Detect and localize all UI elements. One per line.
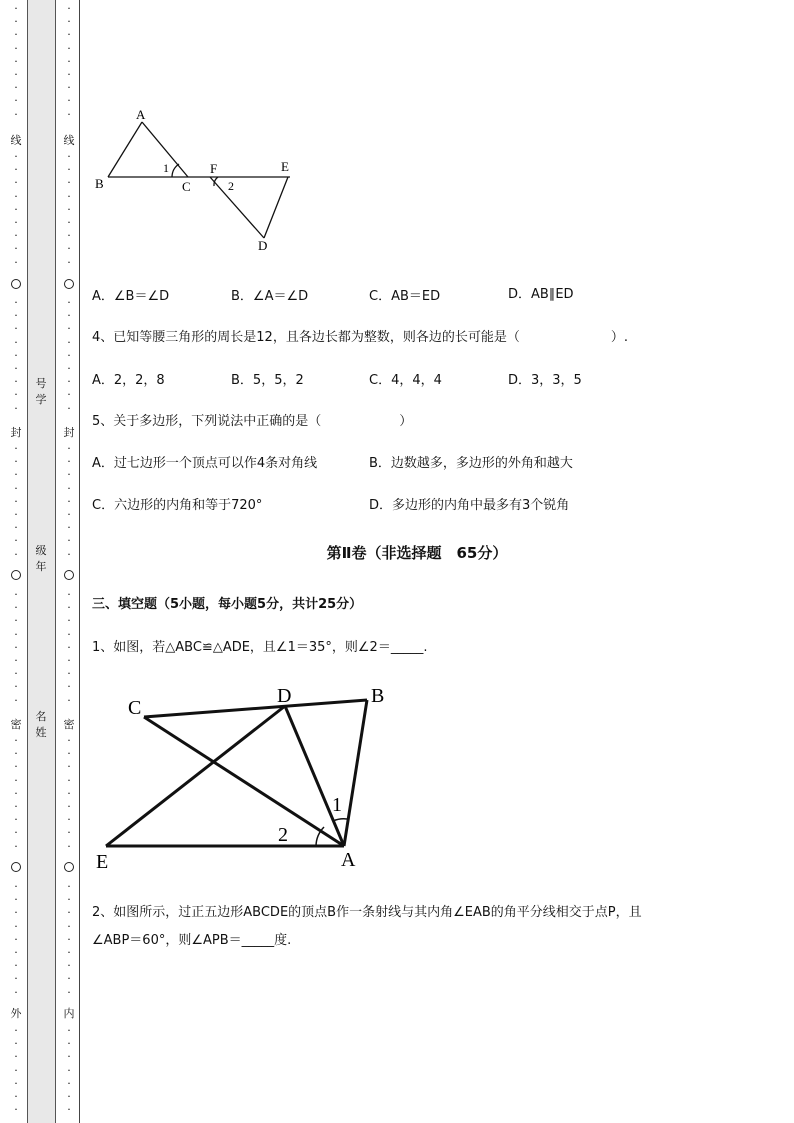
- q3-option-a: A．∠B＝∠D: [92, 289, 170, 304]
- inner-dots-4: · · · · · · · · ·: [67, 442, 71, 561]
- q3-option-c: C．AB＝ED: [369, 289, 441, 304]
- inner-dots-5: · · · · · · · · ·: [67, 588, 71, 707]
- q4-option-d: D．3，3，5: [508, 373, 582, 388]
- label-name: 名 姓: [35, 710, 47, 739]
- outer-circle: [11, 570, 21, 580]
- fig2-label-c: C: [128, 697, 142, 719]
- fig1-label-f: F: [210, 161, 218, 176]
- fig2-angle-2: 2: [278, 824, 288, 846]
- fq2-line2: ∠ABP＝60°，则∠APB＝_____度.: [92, 933, 292, 948]
- inner-dots-1: · · · · · · · · ·: [67, 2, 71, 121]
- q5-option-b: B．边数越多，多边形的外角和越大: [369, 456, 573, 471]
- outer-char-mi: 密: [10, 718, 22, 731]
- q3-option-d: D．AB∥ED: [508, 287, 574, 302]
- inner-dots-2: · · · · · · · · ·: [67, 150, 71, 269]
- fig1-angle-1: 1: [163, 161, 169, 175]
- q5-option-a: A．过七边形一个顶点可以作4条对角线: [92, 456, 318, 471]
- q5-stem: 5、关于多边形，下列说法中正确的是（ ）: [92, 414, 413, 429]
- fig1-label-c: C: [182, 179, 191, 194]
- label-student-id: 号 学: [35, 377, 47, 406]
- outer-dots-1: · · · · · · · · ·: [14, 2, 18, 121]
- outer-dots-3: · · · · · · · · ·: [14, 296, 18, 415]
- fig2-label-a: A: [341, 849, 356, 871]
- inner-char-mi: 密: [63, 718, 75, 731]
- fig2-label-e: E: [96, 851, 109, 873]
- inner-char-nei: 内: [63, 1007, 75, 1020]
- figure-congruent-triangles: [92, 680, 402, 875]
- fig1-angle-2: 2: [228, 179, 234, 193]
- inner-dots-3: · · · · · · · · ·: [67, 296, 71, 415]
- q4-option-b: B．5，5，2: [231, 373, 304, 388]
- outer-char-wai: 外: [10, 1007, 22, 1020]
- inner-char-feng: 封: [63, 426, 75, 439]
- figure-triangles-abc-def: [90, 100, 310, 260]
- outer-dots-2: · · · · · · · · ·: [14, 150, 18, 269]
- section3-title: 三、填空题（5小题，每小题5分，共计25分）: [92, 597, 363, 612]
- outer-dots-8: · · · · · · ·: [14, 1024, 18, 1117]
- fq2-line1: 2、如图所示，过正五边形ABCDE的顶点B作一条射线与其内角∠EAB的角平分线相交于点P，且: [92, 905, 642, 920]
- q3-option-b: B．∠A＝∠D: [231, 289, 309, 304]
- fig1-label-e: E: [281, 159, 289, 174]
- fq1-stem: 1、如图，若△ABC≌△ADE，且∠1＝35°，则∠2＝_____.: [92, 640, 428, 655]
- q4-stem: 4、已知等腰三角形的周长是12，且各边长都为整数，则各边的长可能是（ ）.: [92, 330, 628, 345]
- q5-option-d: D．多边形的内角中最多有3个锐角: [369, 498, 570, 513]
- outer-dots-4: · · · · · · · · ·: [14, 442, 18, 561]
- outer-circle: [11, 862, 21, 872]
- inner-char-xian: 线: [63, 134, 75, 147]
- fig2-label-d: D: [277, 685, 292, 707]
- outer-circle: [11, 279, 21, 289]
- q5-option-c: C．六边形的内角和等于720°: [92, 498, 263, 513]
- inner-circle: [64, 862, 74, 872]
- inner-dots-7: · · · · · · · · ·: [67, 880, 71, 999]
- inner-dots-6: · · · · · · · · ·: [67, 734, 71, 853]
- fig1-label-b: B: [95, 176, 104, 191]
- fig2-angle-1: 1: [332, 794, 342, 816]
- outer-dots-5: · · · · · · · · ·: [14, 588, 18, 707]
- fig1-label-d: D: [258, 238, 268, 253]
- q4-option-a: A．2，2，8: [92, 373, 165, 388]
- part2-title: 第Ⅱ卷（非选择题 65分）: [326, 544, 508, 562]
- outer-char-xian: 线: [10, 134, 22, 147]
- q4-option-c: C．4，4，4: [369, 373, 442, 388]
- outer-dots-7: · · · · · · · · ·: [14, 880, 18, 999]
- outer-dots-6: · · · · · · · · ·: [14, 734, 18, 853]
- fig2-label-b: B: [371, 685, 385, 707]
- label-grade: 级 年: [35, 544, 47, 573]
- outer-char-feng: 封: [10, 426, 22, 439]
- inner-circle: [64, 279, 74, 289]
- fig1-label-a: A: [136, 107, 146, 122]
- inner-circle: [64, 570, 74, 580]
- inner-dots-8: · · · · · · ·: [67, 1024, 71, 1117]
